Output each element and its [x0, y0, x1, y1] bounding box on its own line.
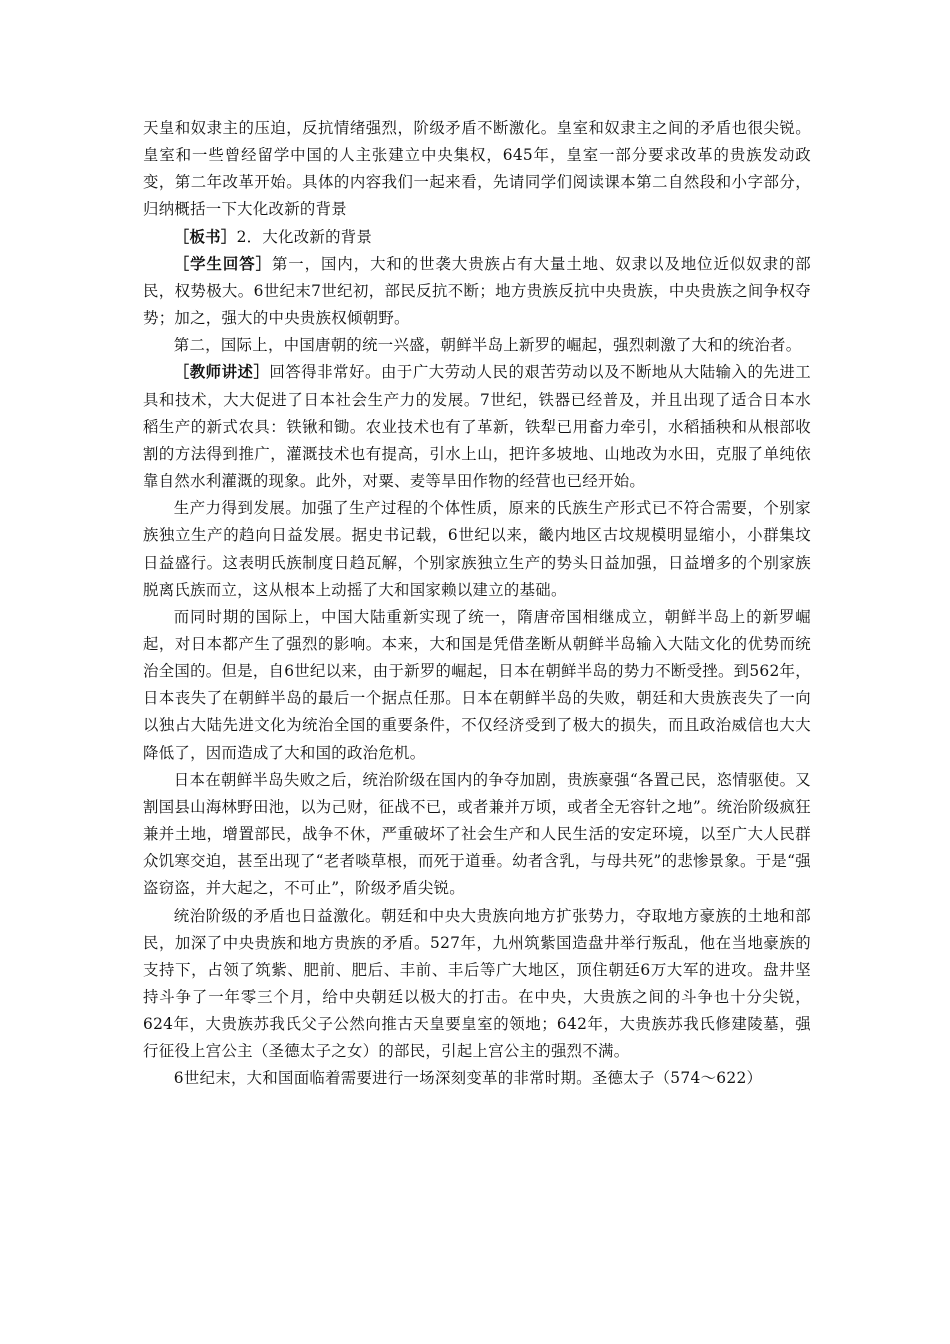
paragraph-text: 第二，国际上，中国唐朝的统一兴盛，朝鲜半岛上新罗的崛起，强烈刺激了大和的统治者。: [173, 336, 802, 355]
paragraph-teacher-narration: [143, 359, 811, 495]
paragraph-class-conflict: [143, 767, 811, 903]
paragraph-international-context: [143, 604, 811, 767]
paragraph-text: 第一，国内，大和的世袭大贵族占有大量土地、奴隶以及地位近似奴隶的部民，权势极大。6世纪末7世纪初，部民反抗不断；地方贵族反抗中央贵族，中央贵族之间争权夺势；加之，强大的中央贵族权倾朝野。: [143, 254, 811, 328]
paragraph-text: 天皇和奴隶主的压迫，反抗情绪强烈，阶级矛盾不断激化。皇室和奴隶主之间的矛盾也很尖锐。皇室和一些曾经留学中国的人主张建立中央集权，645年，皇室一部分要求改革的贵族发动政变，第二年改革开始。具体的内容我们一起来看，先请同学们阅读课本第二自然段和小字部分，归纳概括一下大化改新的背景: [143, 119, 811, 219]
paragraph-text: 统治阶级的矛盾也日益激化。朝廷和中央大贵族向地方扩张势力，夺取地方豪族的土地和部民，加深了中央贵族和地方贵族的矛盾。527年，九州筑紫国造盘井举行叛乱，他在当地豪族的支持下，占领了筑紫、肥前、肥后、丰前、丰后等广大地区，顶住朝廷6万大军的进攻。盘井坚持斗争了一年零三个月，给中央朝廷以极大的打击。在中央，大贵族之间的斗争也十分尖锐，624年，大贵族苏我氏父子公然向推古天皇要皇室的领地；642年，大贵族苏我氏修建陵墓，强行征役上宫公主（圣德太子之女）的部民，引起上宫公主的强烈不满。: [143, 906, 811, 1061]
document-page: [143, 115, 811, 1093]
paragraph-text: 6世纪末，大和国面临着需要进行一场深刻变革的非常时期。圣德太子（574～622）: [173, 1069, 763, 1088]
paragraph-text: 而同时期的国际上，中国大陆重新实现了统一，隋唐帝国相继成立，朝鲜半岛上的新罗崛起，对日本都产生了强烈的影响。本来，大和国是凭借垄断从朝鲜半岛输入大陆文化的优势而统治全国的。但是，自6世纪以来，由于新罗的崛起，日本在朝鲜半岛的势力不断受挫。到562年，日本丧失了在朝鲜半岛的最后一个据点任那。日本在朝鲜半岛的失败，朝廷和大贵族丧失了一向以独占大陆先进文化为统治全国的重要条件，不仅经济受到了极大的损失，而且政治威信也大大降低了，因而造成了大和国的政治危机。: [143, 607, 811, 762]
paragraph-ruling-class-conflict: [143, 903, 811, 1066]
paragraph-text: 回答得非常好。由于广大劳动人民的艰苦劳动以及不断地从大陆输入的先进工具和技术，大大促进了日本社会生产力的发展。7世纪，铁器已经普及，并且出现了适合日本水稻生产的新式农具：铁锹和锄。农业技术也有了革新，铁犁已用畜力牵引，水稻插秧和从根部收割的方法得到推广，灌溉技术也有提高，引水上山，把许多坡地、山地改为水田，克服了单纯依靠自然水利灌溉的现象。此外，对粟、麦等旱田作物的经营也已经开始。: [143, 363, 811, 491]
paragraph-tag: ［板书］: [173, 227, 237, 246]
paragraph-student-answer: [143, 251, 811, 332]
paragraph-tag: ［教师讲述］: [173, 363, 270, 382]
paragraph-board-note: [143, 224, 811, 251]
paragraph-late-sixth-century: [143, 1065, 811, 1092]
paragraph-text: 2．大化改新的背景: [236, 227, 373, 246]
paragraph-international: [143, 332, 811, 359]
paragraph-productivity: [143, 495, 811, 604]
paragraph-text: 日本在朝鲜半岛失败之后，统治阶级在国内的争夺加剧，贵族豪强“各置己民，恣情驱使。又割国县山海林野田池，以为己财，征战不已，或者兼并万顷，或者全无容针之地”。统治阶级疯狂兼并土地，增置部民，战争不休，严重破坏了社会生产和人民生活的安定环境，以至广大人民群众饥寒交迫，甚至出现了“老者啖草根，而死于道垂。幼者含乳，与母共死”的悲惨景象。于是“强盗窃盗，并大起之，不可止”，阶级矛盾尖锐。: [143, 770, 811, 898]
paragraph-tag: ［学生回答］: [173, 254, 272, 273]
paragraph-text: 生产力得到发展。加强了生产过程的个体性质，原来的氏族生产形式已不符合需要，个别家族独立生产的趋向日益发展。据史书记载，6世纪以来，畿内地区古坟规模明显缩小，小群集坟日益盛行。这表明氏族制度日趋瓦解，个别家族独立生产的势头日益加强，日益增多的个别家族脱离氏族而立，这从根本上动摇了大和国家赖以建立的基础。: [143, 499, 811, 599]
paragraph-continuation: [143, 115, 811, 224]
